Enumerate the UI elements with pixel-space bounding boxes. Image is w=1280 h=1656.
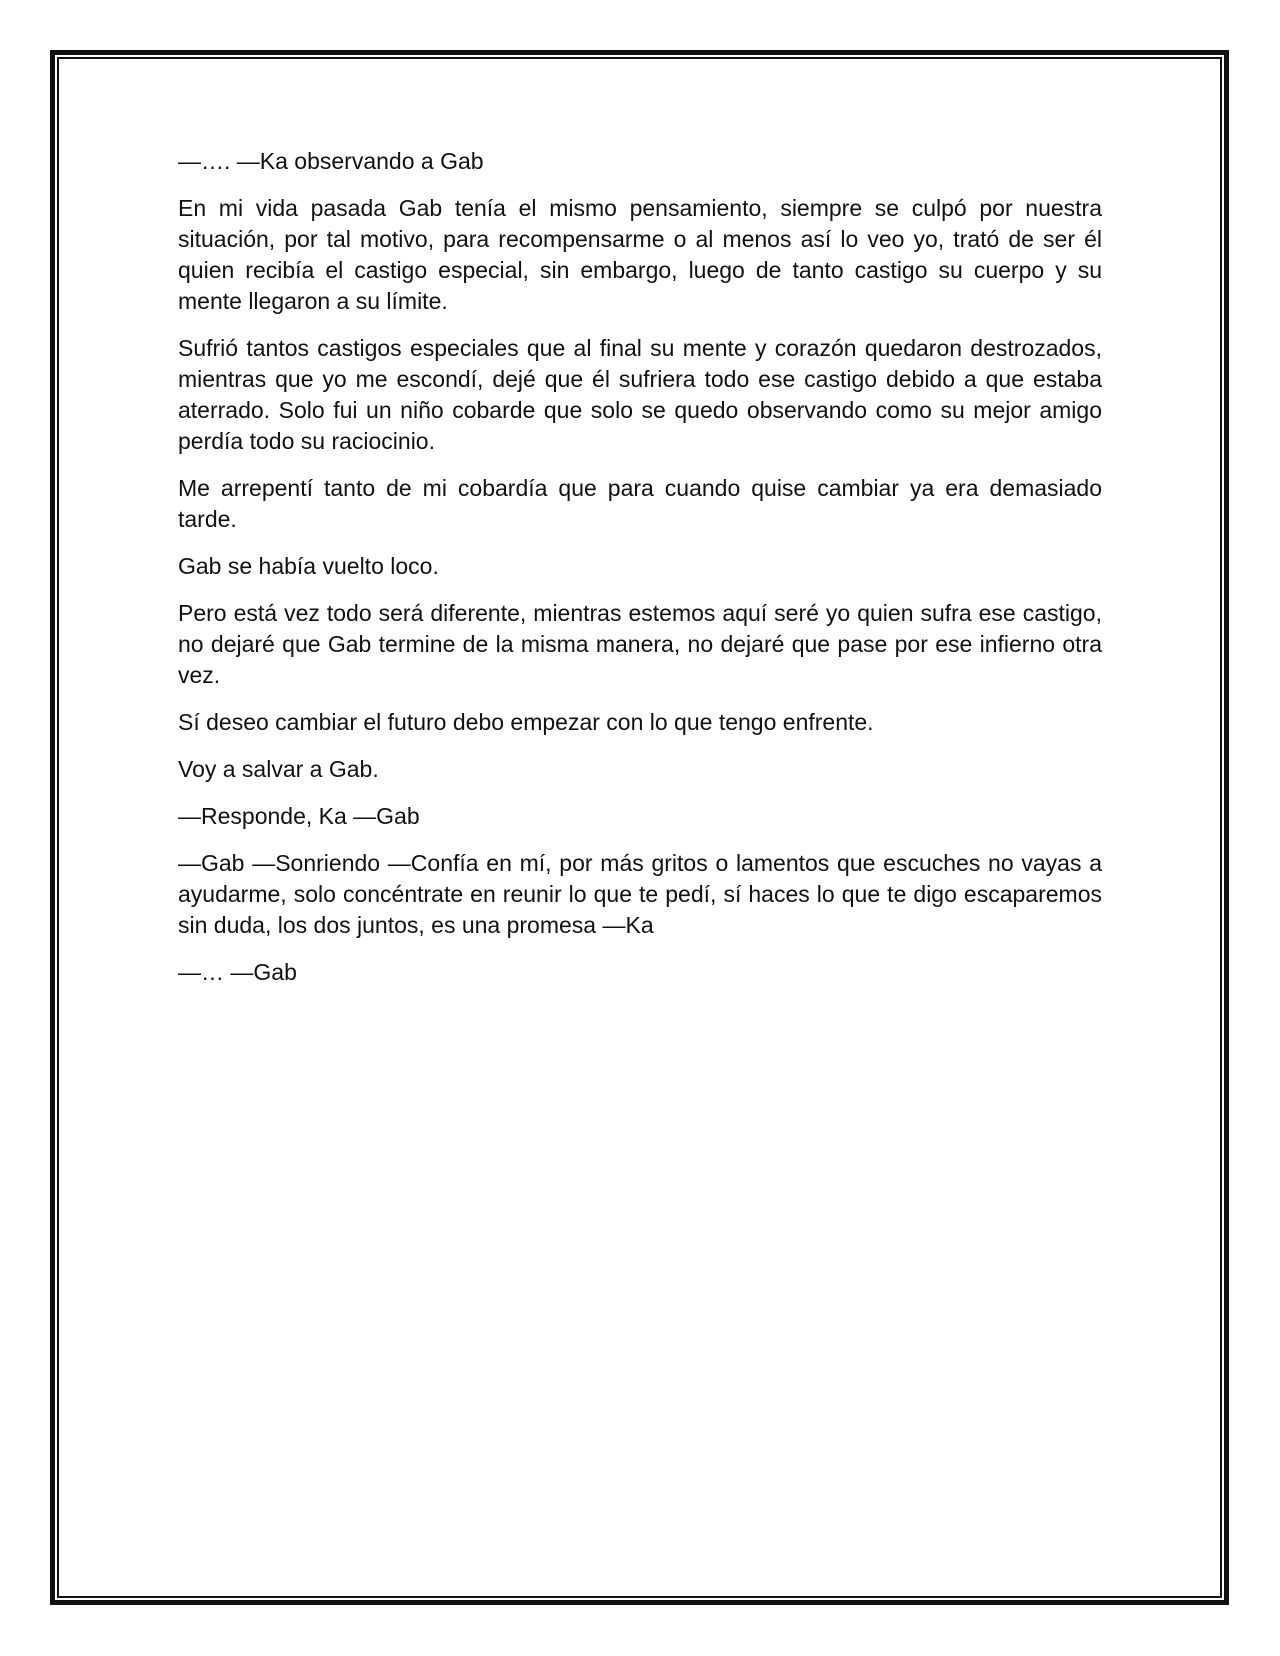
paragraph-6: Pero está vez todo será diferente, mientras estemos aquí seré yo quien sufra ese castigo, no dejaré que Gab termine de la misma manera, no dejaré que pase por ese infierno otra vez. — [178, 600, 1102, 688]
paragraph-11: —… —Gab — [178, 959, 297, 985]
paragraph-2: En mi vida pasada Gab tenía el mismo pensamiento, siempre se culpó por nuestra situación, por tal motivo, para recompensarme o al menos así lo veo yo, trató de ser él quien recibía el castigo especial, sin embargo, luego de tanto castigo su cuerpo y su mente llegaron a su límite. — [178, 195, 1102, 314]
paragraph-3: Sufrió tantos castigos especiales que al final su mente y corazón quedaron destrozados, mientras que yo me escondí, dejé que él sufriera todo ese castigo debido a que estaba aterrado. Solo fui un niño cobarde que solo se quedo observando como su mejor amigo perdía todo su raciocinio. — [178, 335, 1102, 454]
paragraph-9: —Responde, Ka —Gab — [178, 803, 420, 829]
paragraph-4: Me arrepentí tanto de mi cobardía que para cuando quise cambiar ya era demasiado tarde. — [178, 475, 1102, 532]
paragraph-10: —Gab —Sonriendo —Confía en mí, por más gritos o lamentos que escuches no vayas a ayudarme, solo concéntrate en reunir lo que te pedí, sí haces lo que te digo escaparemos sin duda, los dos juntos, es una promesa —Ka — [178, 850, 1102, 938]
paragraph-1: —…. —Ka observando a Gab — [178, 148, 484, 174]
paragraph-7: Sí deseo cambiar el futuro debo empezar con lo que tengo enfrente. — [178, 709, 874, 735]
paragraph-5: Gab se había vuelto loco. — [178, 553, 439, 579]
document-body — [178, 146, 1102, 1004]
paragraph-8: Voy a salvar a Gab. — [178, 756, 379, 782]
